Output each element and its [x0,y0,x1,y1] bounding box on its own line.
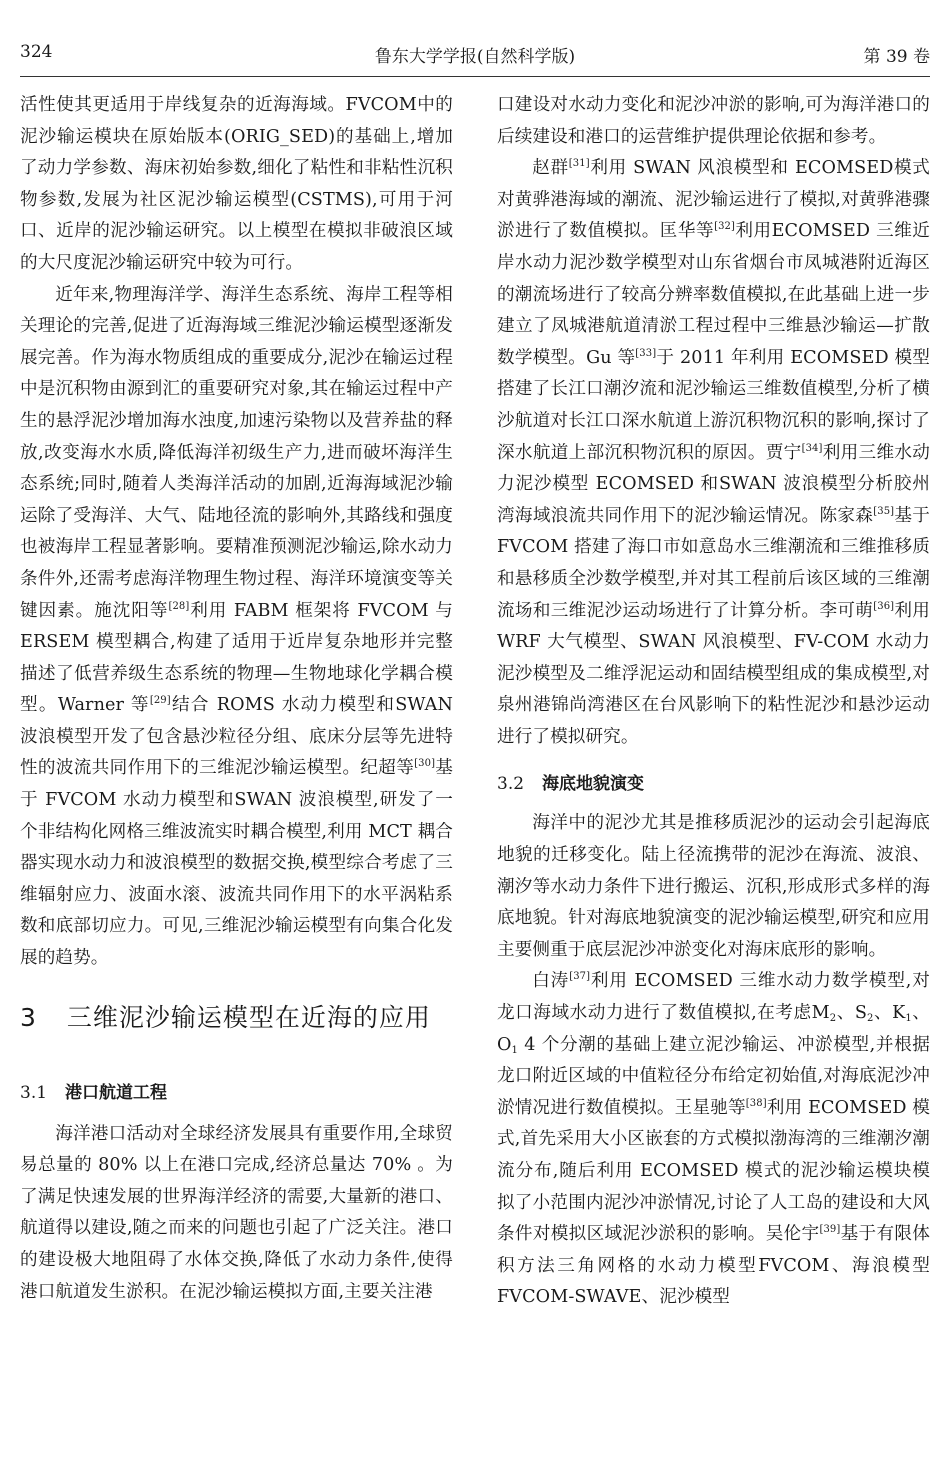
paragraph: 口建设对水动力变化和泥沙冲淤的影响,可为海洋港口的后续建设和港口的运营维护提供理论依据和参考。 [497,95,930,147]
section-heading [20,998,453,1034]
citation[interactable]: [29] [149,695,171,707]
section-number: 3 [20,1002,37,1032]
text-run: 赵群 [532,158,569,179]
subsection-number: 3.1 [20,1082,48,1103]
tide-k1: $K_1$ [892,1003,912,1025]
text-run: 结合 ROMS 水动力模型和SWAN 波浪模型开发了包含悬沙粒径分组、底床分层等先进特性的波流共同作用下的三维泥沙输运模型。纪超等 [20,695,453,779]
header-rule [20,76,930,77]
text-run: 利用 FABM 框架将 FVCOM 与 ERSEM 模型耦合,构建了适用于近岸复杂地形并完整描述了低营养级生态系统的物理—生物地球化学耦合模型。Warner 等 [20,600,453,716]
citation[interactable]: [34] [801,442,823,454]
text-run: 利用三维水动力泥沙模型 ECOMSED 和SWAN 波浪模型分析胶州湾海域浪流共同作用下的泥沙输运情况。陈家森 [497,442,930,526]
text-run: 4 个分潮的基础上建立泥沙输运、冲淤模型,并根据龙口附近区域的中值粒径分布给定初始值,对海底泥沙冲淤情况进行数值模拟。王星驰等 [497,1034,930,1118]
text-run: 白涛 [532,971,570,992]
text-run: 利用 ECOMSED 三维水动力数学模型,对龙口海域水动力进行了数值模拟,在考虑 [497,971,930,1024]
right-column [497,90,930,1314]
text-run: 利用ECOMSED 三维近岸水动力泥沙数学模型对山东省烟台市凤城港附近海区的潮流场进行了较高分辨率数值模拟,在此基础上进一步建立了凤城港航道清淤工程过程中三维悬沙输运—扩散数学模型。Gu 等 [497,221,930,368]
paragraph: 白涛[37]利用 ECOMSED 三维水动力数学模型,对龙口海域水动力进行了数值模拟,在考虑$M_2$、$S_2$、$K_1$、$O_1$ 4 个分潮的基础上建立泥沙输运、冲淤模型,并根据龙口附近区域的中值粒径分布给定初始值,对海底泥沙冲淤情况进行数值模拟。王星驰等[38]利用 ECOMSED 模式,首先采用大小区嵌套的方式模拟渤海湾的三维潮汐潮流分布,随后利用 ECOMSED 模式的泥沙输运模块模拟了小范围内泥沙冲淤情况,讨论了人工岛的建设和大风条件对模拟区域泥沙淤积的影响。吴伦宇[39]基于有限体积方法三角网格的水动力模型FVCOM、海浪模型 FVCOM-SWAVE、泥沙模型 [497,971,930,1308]
subsection-heading [20,1078,453,1103]
citation[interactable]: [37] [569,971,591,983]
text-run: 利用 SWAN 风浪模型和 ECOMSED模式对黄骅港海域的潮流、泥沙输运进行了模拟,对黄骅港骤淤进行了数值模拟。匡华等 [497,158,931,242]
subsection-heading [497,769,930,794]
text-run: 基于 FVCOM 搭建了海口市如意岛水三维潮流和三维推移质和悬移质全沙数学模型,并对其工程前后该区域的三维潮流场和三维泥沙运动场进行了计算分析。李可萌 [497,505,931,621]
tide-o1: $O_1$ [497,1034,518,1056]
citation[interactable]: [39] [819,1224,841,1236]
paragraph [20,280,453,975]
text-run: 于 2011 年利用 ECOMSED 模型搭建了长江口潮汐流和泥沙输运三维数值模型,分析了横沙航道对长江口深水航道上游沉积物沉积的影响,探讨了深水航道上部沉积物沉积的原因。贾宁 [497,347,930,463]
paragraph: 海洋港口活动对全球经济发展具有重要作用,全球贸易总量的 80% 以上在港口完成,经济总量达 70% 。为了满足快速发展的世界海洋经济的需要,大量新的港口、航道得以建设,随之而来的问题也引起了广泛关注。港口的建设极大地阻碍了水体交换,降低了水动力条件,使得港口航道发生淤积。在泥沙输运模拟方面,主要关注港 [20,1123,453,1302]
citation[interactable]: [31] [568,158,590,170]
text-run: 近年来,物理海洋学、海洋生态系统、海岸工程等相关理论的完善,促进了近海海域三维泥沙输运模型逐渐发展完善。作为海水物质组成的重要成分,泥沙在输运过程中是沉积物由源到汇的重要研究对象,其在输运过程中产生的悬浮泥沙增加海水浊度,加速污染物以及营养盐的释放,改变海水水质,降低海洋初级生产力,进而破坏海洋生态系统;同时,随着人类海洋活动的加剧,近海海域泥沙输运除了受海洋、大气、陆地径流的影响外,其路线和强度也被海岸工程显著影响。要精准预测泥沙输运,除水动力条件外,还需考虑海洋物理生物过程、海洋环境演变等关键因素。施沈阳等 [20,284,453,621]
paragraph: 活性使其更适用于岸线复杂的近海海域。FVCOM中的泥沙输运模块在原始版本(ORIG_SED)的基础上,增加了动力学参数、海床初始参数,细化了粘性和非粘性沉积物参数,发展为社区泥沙输运模型(CSTMS),可用于河口、近岸的泥沙输运研究。以上模型在模拟非破浪区域的大尺度泥沙输运研究中较为可行。 [20,95,453,273]
tide-s2: $S_2$ [854,1003,874,1025]
citation[interactable]: [28] [168,600,190,612]
citation[interactable]: [33] [635,347,657,359]
section-title: 三维泥沙输运模型在近海的应用 [66,1002,431,1032]
text-run: 利用 WRF 大气模型、SWAN 风浪模型、FV-COM 水动力泥沙模型及二维浮泥运动和固结模型组成的集成模型,对泉州港锦尚湾港区在台风影响下的粘性泥沙和悬沙运动进行了模拟研究。 [497,600,931,747]
page-header [20,42,930,72]
subsection-number: 3.2 [497,774,525,795]
journal-title: 鲁东大学学报(自然科学版) [374,47,576,67]
subsection-title: 港口航道工程 [65,1082,168,1103]
tide-m2: $M_2$ [811,1003,837,1025]
left-column [20,90,453,1308]
citation[interactable]: [38] [745,1097,767,1109]
text-run: 利用 ECOMSED 模式,首先采用大小区嵌套的方式模拟渤海湾的三维潮汐潮流分布,随后利用 ECOMSED 模式的泥沙输运模块模拟了小范围内泥沙冲淤情况,讨论了人工岛的建设和大风条件对模拟区域泥沙淤积的影响。吴伦宇 [497,1097,930,1245]
volume-label: 第 39 卷 [863,47,930,67]
citation[interactable]: [30] [414,758,436,770]
subsection-title: 海底地貌演变 [542,774,645,795]
text-run: 基于 FVCOM 水动力模型和SWAN 波浪模型,研发了一个非结构化网格三维波流实时耦合模型,利用 MCT 耦合器实现水动力和波浪模型的数据交换,模型综合考虑了三维辐射应力、波面水滚、波流共同作用下的水平涡粘系数和底部切应力。可见,三维泥沙输运模型有向集合化发展的趋势。 [20,758,453,969]
citation[interactable]: [32] [714,221,736,233]
paragraph: 海洋中的泥沙尤其是推移质泥沙的运动会引起海底地貌的迁移变化。陆上径流携带的泥沙在海流、波浪、潮汐等水动力条件下进行搬运、沉积,形成形式多样的海底地貌。针对海底地貌演变的泥沙输运模型,研究和应用主要侧重于底层泥沙冲淤变化对海床底形的影响。 [497,813,930,960]
text-run: 基于有限体积方法三角网格的水动力模型FVCOM、海浪模型 FVCOM-SWAVE、泥沙模型 [497,1224,930,1308]
citation[interactable]: [36] [873,600,895,612]
paragraph [497,153,930,753]
page-number: 324 [20,42,53,62]
citation[interactable]: [35] [873,505,895,517]
